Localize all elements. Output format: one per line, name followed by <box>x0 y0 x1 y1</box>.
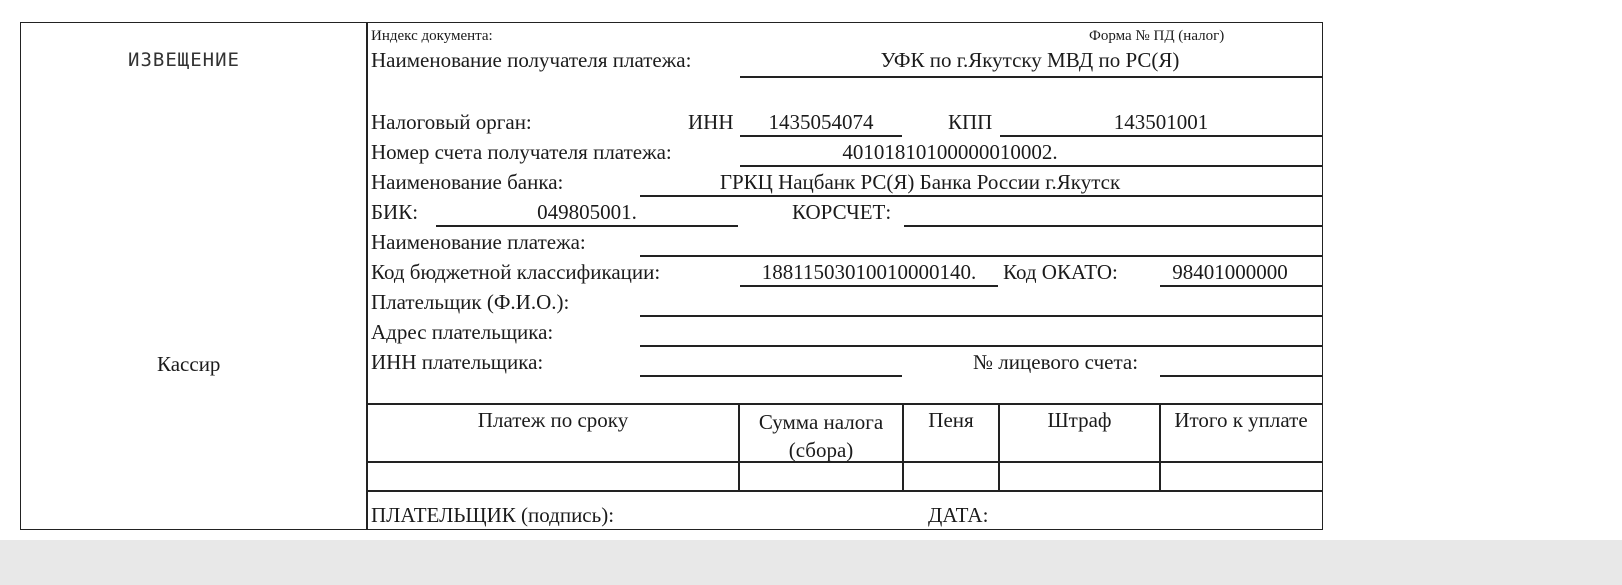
kpp-value[interactable]: 143501001 <box>1113 110 1209 134</box>
cashier-label: Кассир <box>157 352 221 376</box>
payer-inn-underline <box>640 375 902 377</box>
document-index-label: Индекс документа: <box>371 28 493 44</box>
form-label: Форма № ПД (налог) <box>1089 28 1225 44</box>
account-underline <box>740 165 1322 167</box>
bank-label: Наименование банка: <box>371 170 564 194</box>
inn-value[interactable]: 1435054074 <box>768 110 874 134</box>
okato-underline <box>1160 285 1322 287</box>
col-header-total: Итого к уплате <box>1174 408 1308 432</box>
payer-underline <box>640 315 1322 317</box>
inn-underline <box>740 135 902 137</box>
kbk-label: Код бюджетной классификации: <box>371 260 661 284</box>
okato-label: Код ОКАТО: <box>1003 260 1118 284</box>
payment-name-label: Наименование платежа: <box>371 230 586 254</box>
kpp-underline <box>1000 135 1322 137</box>
cell-penalty[interactable] <box>904 463 998 490</box>
col-header-tax-amount: Сумма налога (сбора) <box>758 410 884 462</box>
form-frame <box>20 22 1323 530</box>
bik-underline <box>436 225 738 227</box>
payer-signature-label: ПЛАТЕЛЬЩИК (подпись): <box>371 503 615 527</box>
col-header-fine: Штраф <box>1047 408 1112 432</box>
cell-payment-term[interactable] <box>368 463 738 490</box>
kbk-value[interactable]: 18811503010010000140. <box>761 260 977 284</box>
cell-tax-amount[interactable] <box>740 463 902 490</box>
recipient-underline <box>740 76 1322 78</box>
date-label: ДАТА: <box>928 503 989 527</box>
recipient-value[interactable]: УФК по г.Якутску МВД по РС(Я) <box>880 48 1180 72</box>
payer-address-underline <box>640 345 1322 347</box>
corr-account-label: КОРСЧЕТ: <box>792 200 892 224</box>
recipient-label: Наименование получателя платежа: <box>371 48 692 72</box>
account-label: Номер счета получателя платежа: <box>371 140 672 164</box>
cell-total[interactable] <box>1161 463 1321 490</box>
payer-address-label: Адрес плательщика: <box>371 320 554 344</box>
cell-fine[interactable] <box>1000 463 1159 490</box>
notice-title: ИЗВЕЩЕНИЕ <box>128 49 240 71</box>
payer-label: Плательщик (Ф.И.О.): <box>371 290 570 314</box>
bik-value[interactable]: 049805001. <box>537 200 637 224</box>
okato-value[interactable]: 98401000000 <box>1172 260 1288 284</box>
payment-name-underline <box>640 255 1322 257</box>
payer-inn-label: ИНН плательщика: <box>371 350 544 374</box>
corr-account-underline <box>904 225 1322 227</box>
table-top-border <box>366 403 1323 405</box>
col-header-penalty: Пеня <box>928 408 974 432</box>
scan-background <box>0 540 1622 585</box>
account-value[interactable]: 40101810100000010002. <box>842 140 1058 164</box>
panel-divider <box>366 22 368 530</box>
bank-underline <box>640 195 1322 197</box>
personal-account-label: № лицевого счета: <box>973 350 1139 374</box>
inn-label: ИНН <box>688 110 734 134</box>
kbk-underline <box>740 285 998 287</box>
bik-label: БИК: <box>371 200 419 224</box>
kpp-label: КПП <box>948 110 993 134</box>
col-header-payment-term: Платеж по сроку <box>477 408 629 432</box>
bank-value[interactable]: ГРКЦ Нацбанк РС(Я) Банка России г.Якутск <box>719 170 1121 194</box>
table-bottom-border <box>366 490 1323 492</box>
tax-authority-label: Налоговый орган: <box>371 110 532 134</box>
personal-account-underline <box>1160 375 1322 377</box>
